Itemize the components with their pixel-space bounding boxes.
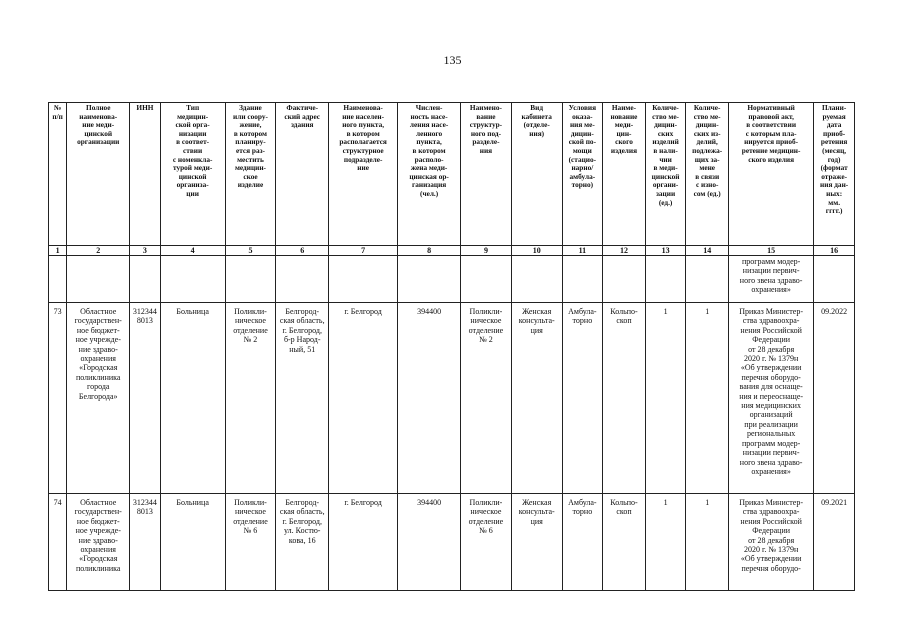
- header-cell: Количе- ство ме- дицин- ских из- делий, подлежа- щих за- мене в связи с изно- сом (ед.): [686, 103, 729, 246]
- header-cell: Плани- руемая дата приоб- ретения (месяц, год) (формат отраже- ния дан- ных: мм. гггг.): [814, 103, 855, 246]
- inn-cell: 312344 8013: [130, 303, 160, 494]
- column-number: 10: [511, 246, 562, 256]
- qty-available-cell: 1: [645, 494, 686, 591]
- header-cell: ИНН: [130, 103, 160, 246]
- org-type-cell: Больница: [160, 303, 225, 494]
- header-cell: Числен- ность насе- ления насе- ленного пункта, в котором располо- жена меди- цинская ор- ганизация (чел.): [398, 103, 461, 246]
- locality-cell: г. Белгород: [329, 303, 398, 494]
- population-cell: 394400: [398, 494, 461, 591]
- qty-replace-cell: 1: [686, 303, 729, 494]
- header-cell: Полное наименова- ние меди- цинской организации: [67, 103, 130, 246]
- device-cell: Кольпо- скоп: [603, 494, 646, 591]
- continuation-text: программ модер- низации первич- ного звена здраво- охранения»: [729, 256, 814, 303]
- column-number: 16: [814, 246, 855, 256]
- column-number: 9: [461, 246, 512, 256]
- column-number: 3: [130, 246, 160, 256]
- column-number: 13: [645, 246, 686, 256]
- page-number: 135: [443, 53, 462, 67]
- address-cell: Белгород- ская область, г. Белгород, ул. Костю- кова, 16: [276, 494, 329, 591]
- header-cell: № п/п: [49, 103, 67, 246]
- header-cell: Здание или соору- жение, в котором планиру- ется раз- местить медицин- ское изделие: [225, 103, 276, 246]
- qty-replace-cell: 1: [686, 494, 729, 591]
- header-cell: Наимено- вание структур- ного под- разделе- ния: [461, 103, 512, 246]
- header-cell: Наиме- нование меди- цин- ского изделия: [603, 103, 646, 246]
- column-number: 12: [603, 246, 646, 256]
- date-cell: 09.2021: [814, 494, 855, 591]
- continuation-row: [49, 256, 855, 303]
- table-row: [49, 494, 855, 591]
- header-cell: Нормативный правовой акт, в соответствии с которым пла- нируется приоб- ретение медицин- ского изделия: [729, 103, 814, 246]
- date-cell: 09.2022: [814, 303, 855, 494]
- inn-cell: 312344 8013: [130, 494, 160, 591]
- column-number: 5: [225, 246, 276, 256]
- row-number: 73: [49, 303, 67, 494]
- header-cell: Условия оказа- ния ме- дицин- ской по- мощи (стацио- нарно/ амбула- торно): [562, 103, 603, 246]
- column-number: 2: [67, 246, 130, 256]
- qty-available-cell: 1: [645, 303, 686, 494]
- header-row: [49, 103, 855, 246]
- column-number: 6: [276, 246, 329, 256]
- cabinet-cell: Женская консульта- ция: [511, 494, 562, 591]
- row-number: 74: [49, 494, 67, 591]
- table-row: [49, 303, 855, 494]
- equipment-table: [48, 102, 855, 591]
- org-type-cell: Больница: [160, 494, 225, 591]
- header-cell: Тип медицин- ской орга- низации в соответ- ствии с номенкла- турой меди- цинской организа- ции: [160, 103, 225, 246]
- column-number: 1: [49, 246, 67, 256]
- column-number: 15: [729, 246, 814, 256]
- column-number: 7: [329, 246, 398, 256]
- column-number: 8: [398, 246, 461, 256]
- header-cell: Количе- ство ме- дицин- ских изделий в нали- чии в меди- цинской органи- зации (ед.): [645, 103, 686, 246]
- unit-cell: Поликли- ническое отделение № 2: [461, 303, 512, 494]
- locality-cell: г. Белгород: [329, 494, 398, 591]
- org-name-cell: Областное государствен- ное бюджет- ное учрежде- ние здраво- охранения «Городская поликлиника: [67, 494, 130, 591]
- building-cell: Поликли- ническое отделение № 2: [225, 303, 276, 494]
- cabinet-cell: Женская консульта- ция: [511, 303, 562, 494]
- column-number: 4: [160, 246, 225, 256]
- legal-act-cell: Приказ Министер- ства здравоохра- нения Российской Федерации от 28 декабря 2020 г. № 1379н «Об утверждении перечня оборудо-: [729, 494, 814, 591]
- conditions-cell: Амбула- торно: [562, 303, 603, 494]
- conditions-cell: Амбула- торно: [562, 494, 603, 591]
- legal-act-cell: Приказ Министер- ства здравоохра- нения Российской Федерации от 28 декабря 2020 г. № 1379н «Об утверждении перечня оборудо- вания для оснаще- ния и переоснаще- ния медицинских организаций при реализации региональных программ модер- низации первич- ного звена здраво- охранения»: [729, 303, 814, 494]
- column-number: 11: [562, 246, 603, 256]
- address-cell: Белгород- ская область, г. Белгород, б-р Народ- ный, 51: [276, 303, 329, 494]
- device-cell: Кольпо- скоп: [603, 303, 646, 494]
- header-cell: Наименова- ние населен- ного пункта, в котором располагается структурное подразделе- ние: [329, 103, 398, 246]
- building-cell: Поликли- ническое отделение № 6: [225, 494, 276, 591]
- header-cell: Фактиче- ский адрес здания: [276, 103, 329, 246]
- population-cell: 394400: [398, 303, 461, 494]
- unit-cell: Поликли- ническое отделение № 6: [461, 494, 512, 591]
- column-number: 14: [686, 246, 729, 256]
- org-name-cell: Областное государствен- ное бюджет- ное учрежде- ние здраво- охранения «Городская поликлиника города Белгорода»: [67, 303, 130, 494]
- header-cell: Вид кабинета (отделе- ния): [511, 103, 562, 246]
- column-number-row: [49, 246, 855, 256]
